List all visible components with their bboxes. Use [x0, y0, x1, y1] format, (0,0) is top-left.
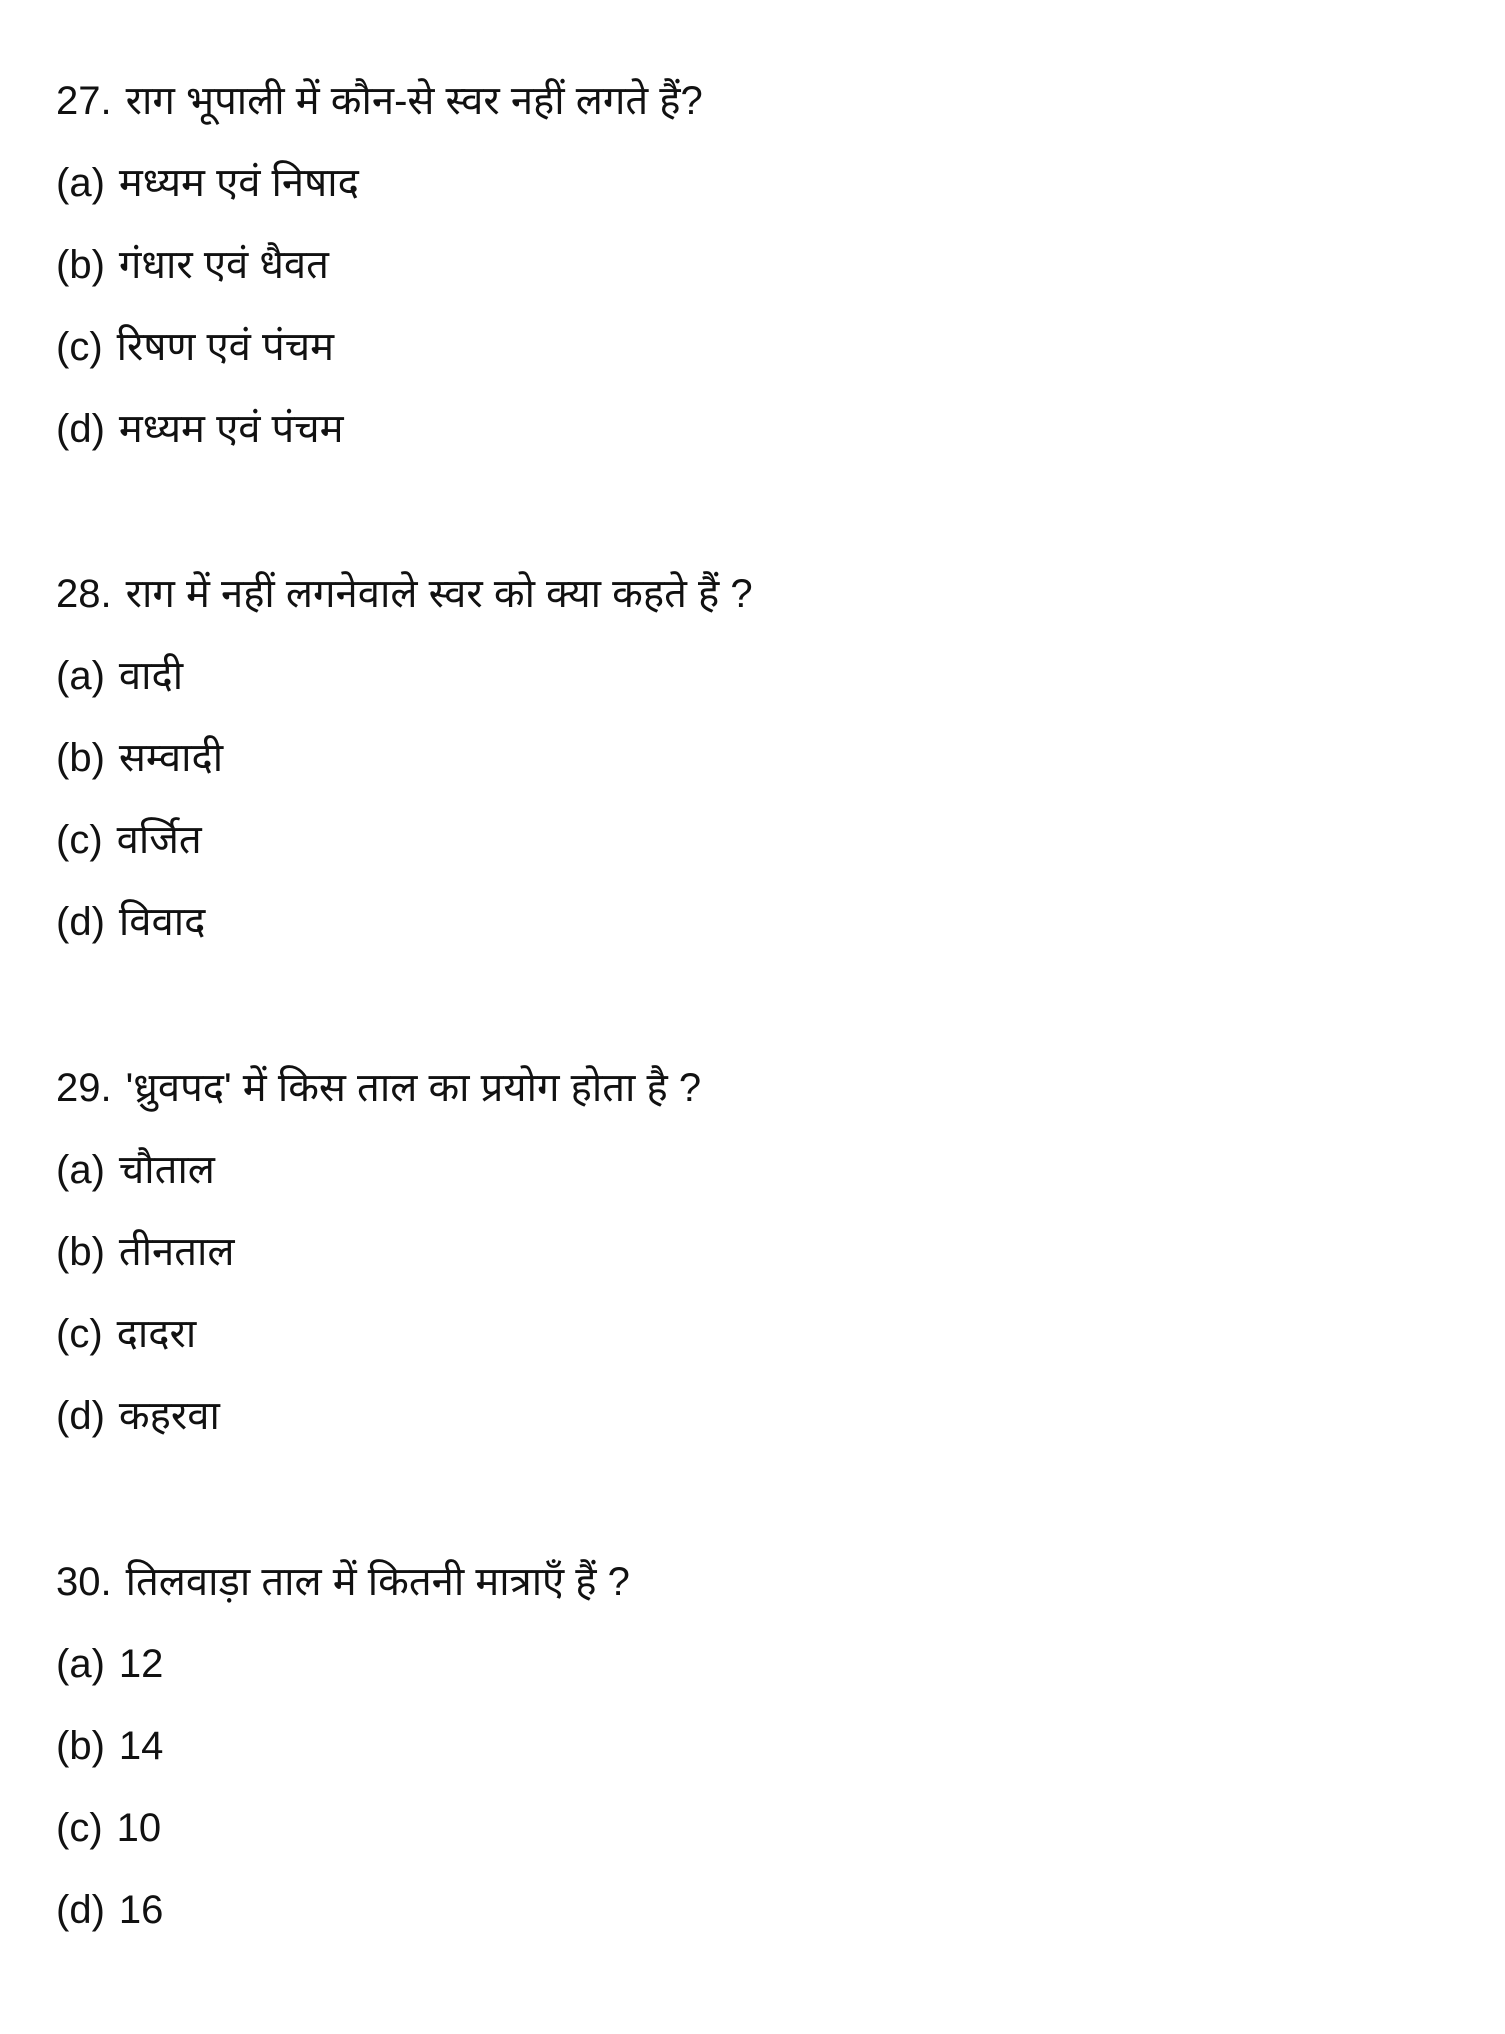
answer-option [56, 814, 202, 866]
option-text: गंधार एवं धैवत [118, 243, 329, 287]
option-label: (d) [56, 900, 105, 944]
option-label: (a) [56, 654, 105, 698]
option-text: चौताल [118, 1148, 215, 1192]
answer-option [56, 239, 329, 291]
question-1 [56, 75, 703, 127]
option-label: (b) [56, 243, 105, 287]
question-number: 30. [56, 1560, 112, 1604]
option-label: (b) [56, 736, 105, 780]
question-text: राग भूपाली में कौन-से स्वर नहीं लगते हैं? [125, 79, 703, 123]
answer-option [56, 1226, 235, 1278]
answer-option [56, 650, 183, 702]
option-label: (a) [56, 161, 105, 205]
option-text: वादी [118, 654, 184, 698]
answer-option [56, 1638, 163, 1690]
option-text: वर्जित [116, 818, 202, 862]
answer-option [56, 157, 359, 209]
answer-option [56, 403, 344, 455]
question-3 [56, 1062, 701, 1114]
option-text: दादरा [116, 1312, 197, 1356]
option-text: 10 [116, 1806, 162, 1850]
option-label: (c) [56, 1806, 103, 1850]
question-text: 'ध्रुवपद' में किस ताल का प्रयोग होता है ? [125, 1066, 702, 1110]
option-label: (d) [56, 407, 105, 451]
option-label: (b) [56, 1230, 105, 1274]
option-text: सम्वादी [118, 736, 224, 780]
option-text: मध्यम एवं निषाद [118, 161, 359, 205]
answer-option [56, 1390, 220, 1442]
option-text: कहरवा [118, 1394, 220, 1438]
option-label: (d) [56, 1888, 105, 1932]
option-label: (c) [56, 818, 103, 862]
question-2 [56, 568, 753, 620]
option-label: (a) [56, 1642, 105, 1686]
answer-option [56, 1720, 163, 1772]
option-text: मध्यम एवं पंचम [118, 407, 344, 451]
option-label: (d) [56, 1394, 105, 1438]
answer-option [56, 732, 223, 784]
answer-option [56, 321, 334, 373]
option-text: रिषण एवं पंचम [116, 325, 335, 369]
option-text: विवाद [118, 900, 206, 944]
option-text: 12 [118, 1642, 164, 1686]
question-text: तिलवाड़ा ताल में कितनी मात्राएँ हैं ? [125, 1560, 630, 1604]
question-4 [56, 1556, 630, 1608]
option-label: (b) [56, 1724, 105, 1768]
option-text: 14 [118, 1724, 164, 1768]
answer-option [56, 1144, 215, 1196]
answer-option [56, 1884, 163, 1936]
question-number: 29. [56, 1066, 112, 1110]
option-label: (a) [56, 1148, 105, 1192]
answer-option [56, 896, 205, 948]
question-text: राग में नहीं लगनेवाले स्वर को क्या कहते हैं ? [125, 572, 753, 616]
question-number: 28. [56, 572, 112, 616]
question-number: 27. [56, 79, 112, 123]
option-text: 16 [118, 1888, 164, 1932]
option-text: तीनताल [118, 1230, 235, 1274]
answer-option [56, 1308, 196, 1360]
answer-option [56, 1802, 161, 1854]
option-label: (c) [56, 325, 103, 369]
option-label: (c) [56, 1312, 103, 1356]
